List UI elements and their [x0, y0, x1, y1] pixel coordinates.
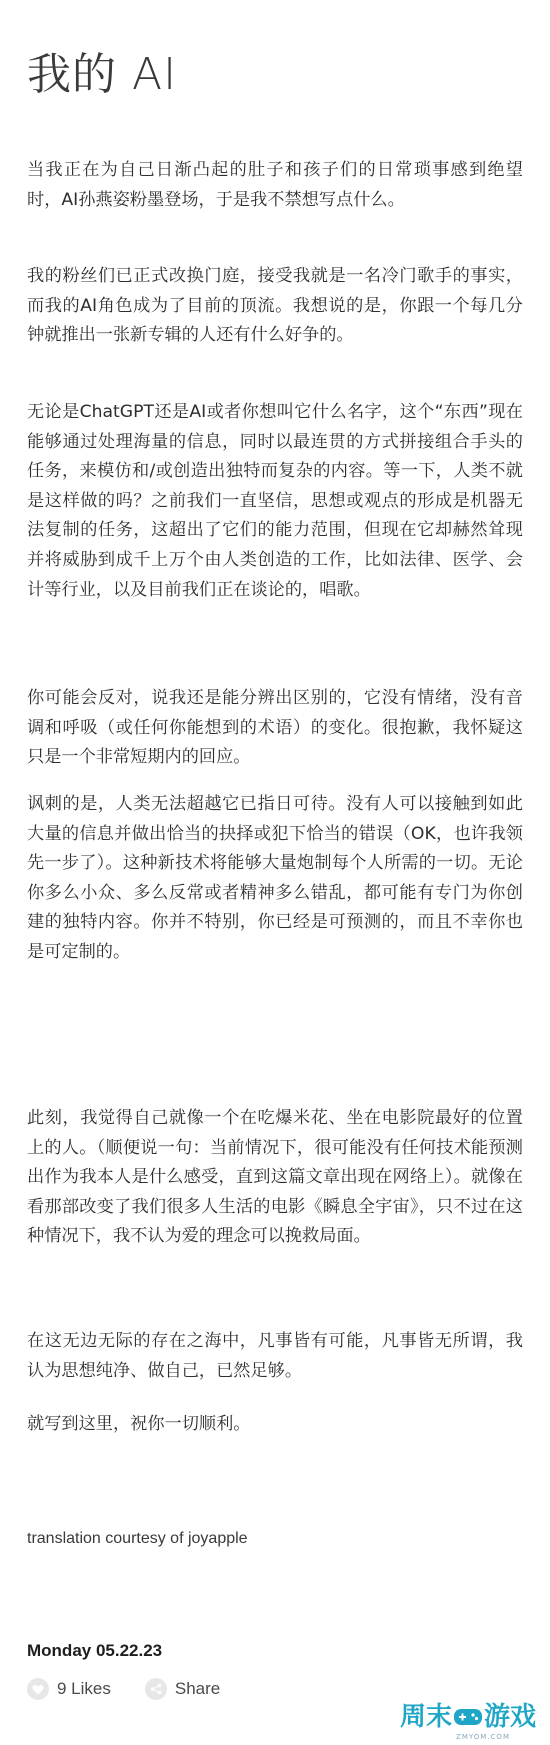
paragraph-1: 当我正在为自己日渐凸起的肚子和孩子们的日常琐事感到绝望时，AI孙燕姿粉墨登场，于是我不禁想写点什么。: [27, 160, 523, 210]
paragraph-7: 在这无边无际的存在之海中，凡事皆有可能，凡事皆无所谓，我认为思想纯净、做自己，已然足够。: [27, 1331, 523, 1381]
share-label: Share: [174, 1679, 221, 1698]
like-button[interactable]: [27, 1678, 111, 1700]
paragraph-6: 此刻，我觉得自己就像一个在吃爆米花、坐在电影院最好的位置上的人。（顺便说一句：当前情况下，很可能没有任何技术能预测出作为我本人是什么感受，直到这篇文章出现在网络上）。就像在看那部改变了我们很多人生活的电影《瞬息全宇宙》，只不过在这种情况下，我不认为爱的理念可以挽救局面。: [27, 1108, 523, 1247]
post-date: Monday 05.22.23: [27, 1641, 163, 1660]
heart-icon: [27, 1678, 49, 1700]
paragraph-5: 讽刺的是，人类无法超越它已指日可待。没有人可以接触到如此大量的信息并做出恰当的抉择或犯下恰当的错误（OK，也许我领先一步了）。这种新技术将能够大量炮制每个人所需的一切。无论你多么小众、多么反常或者精神多么错乱，都可能有专门为你创建的独特内容。你并不特别，你已经是可预测的，而且不幸你也是可定制的。: [27, 794, 523, 962]
site-watermark: [400, 1702, 536, 1732]
gamepad-icon: [453, 1706, 483, 1728]
paragraph-2: 我的粉丝们已正式改换门庭，接受我就是一名冷门歌手的事实，而我的AI角色成为了目前的顶流。我想说的是，你跟一个每几分钟就推出一张新专辑的人还有什么好争的。: [27, 266, 523, 346]
post-actions: [27, 1675, 254, 1703]
paragraph-3: 无论是ChatGPT还是AI或者你想叫它什么名字，这个“东西”现在能够通过处理海量的信息，同时以最连贯的方式拼接组合手头的任务，来模仿和/或创造出独特而复杂的内容。等一下，人类不就是这样做的吗？之前我们一直坚信，思想或观点的形成是机器无法复制的任务，这超出了它们的能力范围，但现在它却赫然耸现并将威胁到成千上万个由人类创造的工作，比如法律、医学、会计等行业，以及目前我们正在谈论的，唱歌。: [27, 402, 523, 600]
share-button[interactable]: [145, 1678, 220, 1700]
share-icon: [145, 1678, 167, 1700]
watermark-text-right: 游戏: [483, 1702, 536, 1732]
likes-count: 9 Likes: [57, 1679, 111, 1698]
translation-credit: translation courtesy of joyapple: [27, 1530, 248, 1547]
watermark-text-left: 周末: [399, 1702, 452, 1732]
paragraph-4: 你可能会反对，说我还是能分辨出区别的，它没有情绪，没有音调和呼吸（或任何你能想到的术语）的变化。很抱歉，我怀疑这只是一个非常短期内的回应。: [27, 688, 523, 768]
watermark-url: ZMYOM.COM: [456, 1733, 510, 1741]
article-title: 我的 AI: [27, 49, 178, 100]
paragraph-8: 就写到这里，祝你一切顺利。: [27, 1414, 251, 1434]
